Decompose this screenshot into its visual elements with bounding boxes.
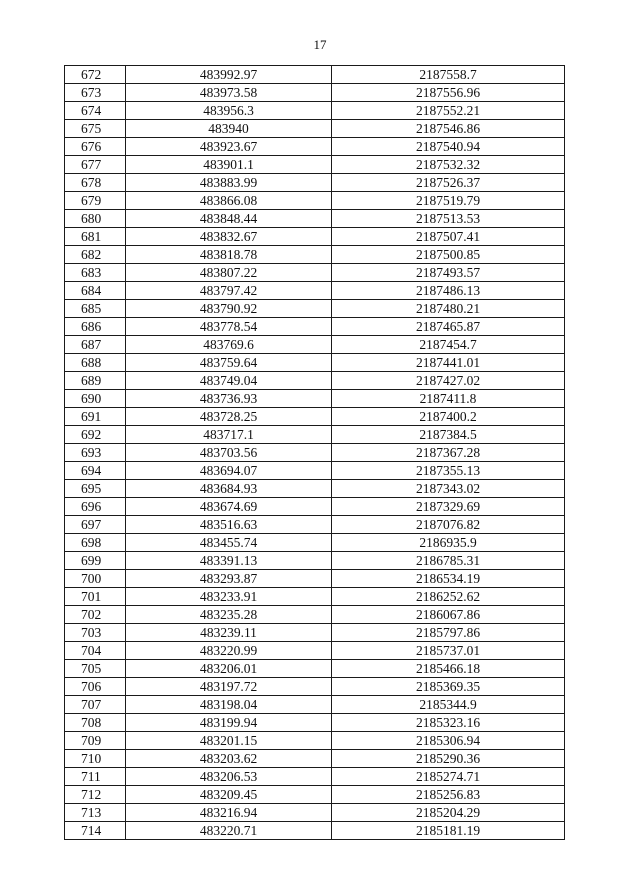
point-number-cell: 711 <box>65 768 126 786</box>
table-row <box>65 462 565 480</box>
x-coordinate-cell: 483807.22 <box>126 264 332 282</box>
x-coordinate-cell: 483233.91 <box>126 588 332 606</box>
y-coordinate-cell: 2185737.01 <box>332 642 565 660</box>
y-coordinate-cell: 2185323.16 <box>332 714 565 732</box>
table-row <box>65 642 565 660</box>
table-row <box>65 336 565 354</box>
x-coordinate-cell: 483940 <box>126 120 332 138</box>
y-coordinate-cell: 2187411.8 <box>332 390 565 408</box>
coordinates-table-body <box>65 66 565 840</box>
x-coordinate-cell: 483203.62 <box>126 750 332 768</box>
y-coordinate-cell: 2187400.2 <box>332 408 565 426</box>
y-coordinate-cell: 2186534.19 <box>332 570 565 588</box>
point-number-cell: 708 <box>65 714 126 732</box>
table-row <box>65 714 565 732</box>
y-coordinate-cell: 2187526.37 <box>332 174 565 192</box>
point-number-cell: 713 <box>65 804 126 822</box>
table-row <box>65 156 565 174</box>
x-coordinate-cell: 483209.45 <box>126 786 332 804</box>
table-row <box>65 552 565 570</box>
y-coordinate-cell: 2185466.18 <box>332 660 565 678</box>
table-row <box>65 138 565 156</box>
y-coordinate-cell: 2187532.32 <box>332 156 565 174</box>
point-number-cell: 693 <box>65 444 126 462</box>
x-coordinate-cell: 483923.67 <box>126 138 332 156</box>
y-coordinate-cell: 2185274.71 <box>332 768 565 786</box>
y-coordinate-cell: 2187480.21 <box>332 300 565 318</box>
x-coordinate-cell: 483516.63 <box>126 516 332 534</box>
table-row <box>65 732 565 750</box>
table-row <box>65 750 565 768</box>
y-coordinate-cell: 2185369.35 <box>332 678 565 696</box>
point-number-cell: 701 <box>65 588 126 606</box>
y-coordinate-cell: 2187500.85 <box>332 246 565 264</box>
x-coordinate-cell: 483199.94 <box>126 714 332 732</box>
table-row <box>65 534 565 552</box>
y-coordinate-cell: 2185256.83 <box>332 786 565 804</box>
point-number-cell: 709 <box>65 732 126 750</box>
x-coordinate-cell: 483198.04 <box>126 696 332 714</box>
x-coordinate-cell: 483749.04 <box>126 372 332 390</box>
coordinates-table <box>64 65 565 840</box>
table-row <box>65 246 565 264</box>
table-row <box>65 804 565 822</box>
table-row <box>65 678 565 696</box>
y-coordinate-cell: 2187493.57 <box>332 264 565 282</box>
y-coordinate-cell: 2185204.29 <box>332 804 565 822</box>
table-row <box>65 588 565 606</box>
point-number-cell: 673 <box>65 84 126 102</box>
point-number-cell: 700 <box>65 570 126 588</box>
point-number-cell: 697 <box>65 516 126 534</box>
y-coordinate-cell: 2187486.13 <box>332 282 565 300</box>
x-coordinate-cell: 483694.07 <box>126 462 332 480</box>
x-coordinate-cell: 483769.6 <box>126 336 332 354</box>
table-row <box>65 570 565 588</box>
point-number-cell: 689 <box>65 372 126 390</box>
x-coordinate-cell: 483901.1 <box>126 156 332 174</box>
table-row <box>65 84 565 102</box>
table-row <box>65 372 565 390</box>
point-number-cell: 706 <box>65 678 126 696</box>
point-number-cell: 679 <box>65 192 126 210</box>
point-number-cell: 681 <box>65 228 126 246</box>
x-coordinate-cell: 483992.97 <box>126 66 332 84</box>
x-coordinate-cell: 483848.44 <box>126 210 332 228</box>
y-coordinate-cell: 2187367.28 <box>332 444 565 462</box>
y-coordinate-cell: 2187384.5 <box>332 426 565 444</box>
y-coordinate-cell: 2187558.7 <box>332 66 565 84</box>
table-row <box>65 480 565 498</box>
x-coordinate-cell: 483883.99 <box>126 174 332 192</box>
point-number-cell: 688 <box>65 354 126 372</box>
table-row <box>65 264 565 282</box>
point-number-cell: 685 <box>65 300 126 318</box>
y-coordinate-cell: 2187427.02 <box>332 372 565 390</box>
x-coordinate-cell: 483220.71 <box>126 822 332 840</box>
x-coordinate-cell: 483790.92 <box>126 300 332 318</box>
point-number-cell: 707 <box>65 696 126 714</box>
table-row <box>65 120 565 138</box>
x-coordinate-cell: 483391.13 <box>126 552 332 570</box>
table-row <box>65 300 565 318</box>
y-coordinate-cell: 2185181.19 <box>332 822 565 840</box>
x-coordinate-cell: 483206.01 <box>126 660 332 678</box>
point-number-cell: 687 <box>65 336 126 354</box>
x-coordinate-cell: 483220.99 <box>126 642 332 660</box>
x-coordinate-cell: 483684.93 <box>126 480 332 498</box>
point-number-cell: 694 <box>65 462 126 480</box>
page-number: 17 <box>313 37 327 52</box>
table-row <box>65 606 565 624</box>
x-coordinate-cell: 483206.53 <box>126 768 332 786</box>
table-row <box>65 768 565 786</box>
table-row <box>65 66 565 84</box>
y-coordinate-cell: 2187546.86 <box>332 120 565 138</box>
y-coordinate-cell: 2187540.94 <box>332 138 565 156</box>
y-coordinate-cell: 2185797.86 <box>332 624 565 642</box>
x-coordinate-cell: 483197.72 <box>126 678 332 696</box>
y-coordinate-cell: 2187076.82 <box>332 516 565 534</box>
y-coordinate-cell: 2186935.9 <box>332 534 565 552</box>
point-number-cell: 695 <box>65 480 126 498</box>
point-number-cell: 712 <box>65 786 126 804</box>
x-coordinate-cell: 483703.56 <box>126 444 332 462</box>
point-number-cell: 710 <box>65 750 126 768</box>
table-row <box>65 390 565 408</box>
y-coordinate-cell: 2187441.01 <box>332 354 565 372</box>
point-number-cell: 678 <box>65 174 126 192</box>
point-number-cell: 682 <box>65 246 126 264</box>
table-row <box>65 174 565 192</box>
table-row <box>65 318 565 336</box>
y-coordinate-cell: 2186067.86 <box>332 606 565 624</box>
table-row <box>65 696 565 714</box>
point-number-cell: 674 <box>65 102 126 120</box>
table-row <box>65 786 565 804</box>
y-coordinate-cell: 2187519.79 <box>332 192 565 210</box>
x-coordinate-cell: 483759.64 <box>126 354 332 372</box>
table-row <box>65 228 565 246</box>
y-coordinate-cell: 2187552.21 <box>332 102 565 120</box>
x-coordinate-cell: 483201.15 <box>126 732 332 750</box>
point-number-cell: 677 <box>65 156 126 174</box>
point-number-cell: 702 <box>65 606 126 624</box>
y-coordinate-cell: 2187454.7 <box>332 336 565 354</box>
y-coordinate-cell: 2187507.41 <box>332 228 565 246</box>
point-number-cell: 696 <box>65 498 126 516</box>
x-coordinate-cell: 483216.94 <box>126 804 332 822</box>
y-coordinate-cell: 2187329.69 <box>332 498 565 516</box>
y-coordinate-cell: 2186785.31 <box>332 552 565 570</box>
point-number-cell: 683 <box>65 264 126 282</box>
table-row <box>65 660 565 678</box>
y-coordinate-cell: 2187355.13 <box>332 462 565 480</box>
table-row <box>65 102 565 120</box>
x-coordinate-cell: 483674.69 <box>126 498 332 516</box>
x-coordinate-cell: 483797.42 <box>126 282 332 300</box>
x-coordinate-cell: 483866.08 <box>126 192 332 210</box>
table-row <box>65 624 565 642</box>
x-coordinate-cell: 483293.87 <box>126 570 332 588</box>
x-coordinate-cell: 483973.58 <box>126 84 332 102</box>
table-row <box>65 822 565 840</box>
x-coordinate-cell: 483956.3 <box>126 102 332 120</box>
y-coordinate-cell: 2187513.53 <box>332 210 565 228</box>
table-row <box>65 354 565 372</box>
x-coordinate-cell: 483235.28 <box>126 606 332 624</box>
x-coordinate-cell: 483455.74 <box>126 534 332 552</box>
point-number-cell: 691 <box>65 408 126 426</box>
point-number-cell: 699 <box>65 552 126 570</box>
point-number-cell: 714 <box>65 822 126 840</box>
table-row <box>65 516 565 534</box>
x-coordinate-cell: 483728.25 <box>126 408 332 426</box>
x-coordinate-cell: 483818.78 <box>126 246 332 264</box>
point-number-cell: 690 <box>65 390 126 408</box>
point-number-cell: 692 <box>65 426 126 444</box>
point-number-cell: 676 <box>65 138 126 156</box>
point-number-cell: 705 <box>65 660 126 678</box>
x-coordinate-cell: 483778.54 <box>126 318 332 336</box>
point-number-cell: 698 <box>65 534 126 552</box>
y-coordinate-cell: 2187343.02 <box>332 480 565 498</box>
table-row <box>65 192 565 210</box>
table-row <box>65 498 565 516</box>
point-number-cell: 704 <box>65 642 126 660</box>
y-coordinate-cell: 2187465.87 <box>332 318 565 336</box>
point-number-cell: 684 <box>65 282 126 300</box>
point-number-cell: 680 <box>65 210 126 228</box>
table-row <box>65 426 565 444</box>
y-coordinate-cell: 2186252.62 <box>332 588 565 606</box>
point-number-cell: 675 <box>65 120 126 138</box>
table-row <box>65 282 565 300</box>
y-coordinate-cell: 2185344.9 <box>332 696 565 714</box>
table-row <box>65 408 565 426</box>
x-coordinate-cell: 483832.67 <box>126 228 332 246</box>
table-row <box>65 210 565 228</box>
x-coordinate-cell: 483717.1 <box>126 426 332 444</box>
point-number-cell: 672 <box>65 66 126 84</box>
y-coordinate-cell: 2185306.94 <box>332 732 565 750</box>
x-coordinate-cell: 483736.93 <box>126 390 332 408</box>
point-number-cell: 686 <box>65 318 126 336</box>
y-coordinate-cell: 2187556.96 <box>332 84 565 102</box>
y-coordinate-cell: 2185290.36 <box>332 750 565 768</box>
table-row <box>65 444 565 462</box>
x-coordinate-cell: 483239.11 <box>126 624 332 642</box>
point-number-cell: 703 <box>65 624 126 642</box>
